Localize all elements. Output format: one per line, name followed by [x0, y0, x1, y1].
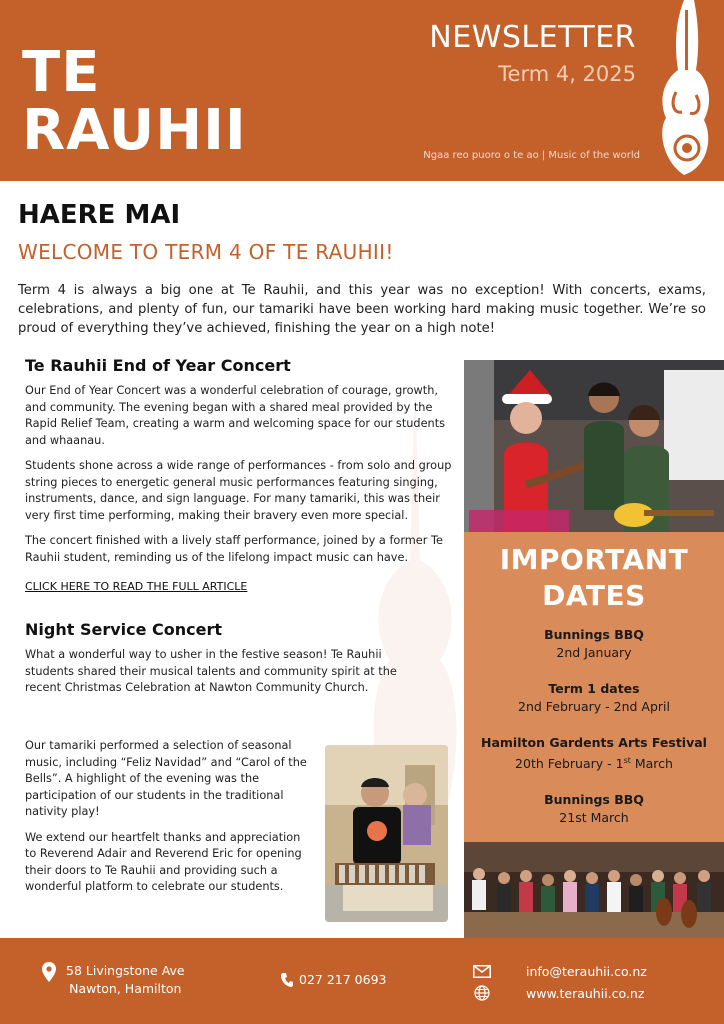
christmas-performance-photo	[464, 360, 724, 532]
concert-paragraph: The concert finished with a lively staff performance, joined by a former Te Rauhii student, reminding us of the lifelong impact music can have.	[25, 534, 443, 564]
intro-paragraph: Term 4 is always a big one at Te Rauhii, and this year was no exception! With concerts, exams, celebrations, and plenty of fun, our tamariki have been working hard making music together. We’re so proud of everything they’ve achieved, finishing the year on a high note!	[18, 283, 706, 336]
newsletter-tagline: Ngaa reo puoro o te ao | Music of the world	[423, 150, 640, 161]
date-when-start: 20th February - 1	[515, 756, 624, 772]
footer-contact-bar	[0, 938, 724, 1024]
date-event-name: Bunnings BBQ	[544, 627, 644, 642]
concert-paragraph: Students shone across a wide range of performances - from solo and group string pieces to energetic general music performances featuring singing, instruments, dance, and sign language. For many tamariki, this was their very first time performing, making their bravery even more special.	[25, 459, 452, 522]
globe-icon	[472, 985, 492, 1001]
email-address: info@terauhii.co.nz	[526, 963, 647, 979]
date-event-when	[464, 752, 724, 773]
date-item	[464, 680, 724, 716]
night-service-paragraph: We extend our heartfelt thanks and appreciation to Reverend Adair and Reverend Eric for opening their doors to Te Rauhii and providing such a wonderful platform to celebrate our students.	[25, 830, 302, 893]
newsletter-title: NEWSLETTER	[429, 20, 636, 55]
email-icon	[472, 965, 492, 978]
location-pin-icon	[42, 962, 56, 982]
header-banner	[0, 0, 724, 181]
concert-paragraph: Our End of Year Concert was a wonderful celebration of courage, growth, and community. The evening began with a shared meal provided by the Rapid Relief Team, creating a warm and welcoming space for our students and whaanau.	[25, 384, 446, 447]
newsletter-term: Term 4, 2025	[498, 62, 636, 86]
date-item	[464, 791, 724, 827]
footer-address	[42, 962, 185, 998]
website-url: www.terauhii.co.nz	[526, 985, 645, 1001]
phone-number: 027 217 0693	[299, 972, 387, 987]
welcome-heading: HAERE MAI	[18, 200, 181, 230]
footer-email[interactable]	[472, 960, 647, 982]
brand-line-2: RAUHII	[22, 98, 247, 163]
date-event-name: Hamilton Gardents Arts Festival	[481, 735, 707, 750]
brand-line-1: TE	[22, 40, 101, 105]
night-service-paragraph: Our tamariki performed a selection of seasonal music, including “Feliz Navidad” and “Carol of the Bells”. A highlight of the evening was the participation of our students in the traditional nativity play!	[25, 739, 307, 818]
night-service-paragraph: What a wonderful way to usher in the festive season! Te Rauhii students shared their musical talents and community spirit at the recent Christmas Celebration at Nawton Community Church.	[25, 648, 397, 694]
violin-scroll-illustration	[654, 0, 718, 181]
important-dates-title	[464, 542, 724, 614]
address-line-1: 58 Livingstone Ave	[66, 963, 185, 978]
date-event-name: Term 1 dates	[548, 681, 640, 696]
night-service-continued	[25, 738, 315, 905]
date-item	[464, 734, 724, 773]
phone-icon	[281, 973, 293, 987]
important-dates-title-line2: DATES	[542, 579, 646, 612]
date-item	[464, 626, 724, 662]
welcome-subheading: WELCOME TO TERM 4 OF TE RAUHII!	[18, 240, 394, 264]
night-service-title: Night Service Concert	[25, 620, 223, 639]
important-dates-title-line1: IMPORTANT	[499, 543, 689, 576]
concert-title: Te Rauhii End of Year Concert	[25, 356, 291, 375]
date-when-superscript: st	[623, 756, 631, 765]
boy-xylophone-photo	[325, 745, 448, 922]
read-full-article-link[interactable]: CLICK HERE TO READ THE FULL ARTICLE	[25, 580, 248, 593]
date-when-end: March	[630, 756, 673, 772]
brand-logo-text	[22, 40, 247, 163]
date-event-when: 2nd January	[556, 645, 632, 660]
footer-phone[interactable]	[281, 972, 386, 987]
date-event-when: 21st March	[559, 810, 629, 826]
address-line-2: Nawton, Hamilton	[69, 981, 182, 996]
student-orchestra-photo	[464, 842, 724, 938]
date-event-when: 2nd February - 2nd April	[518, 699, 670, 714]
date-event-name: Bunnings BBQ	[544, 792, 644, 808]
footer-website[interactable]	[472, 982, 647, 1004]
end-of-year-concert-section	[25, 356, 455, 706]
footer-online-contact	[472, 960, 647, 1004]
important-dates-panel	[464, 532, 724, 842]
